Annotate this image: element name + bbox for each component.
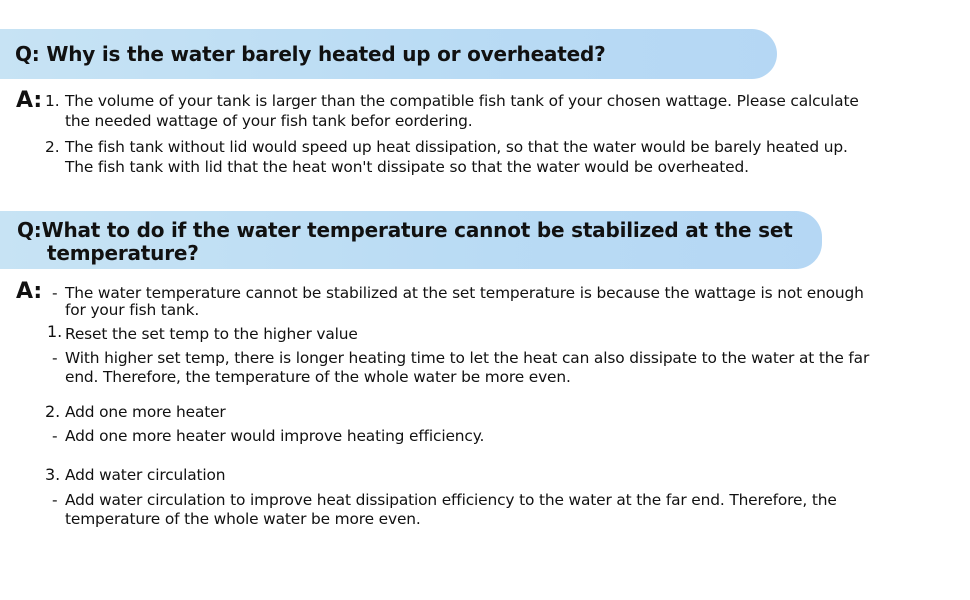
solution-1-title: Reset the set temp to the higher value: [65, 325, 358, 343]
answer-1-item-1-line-2: the needed wattage of your fish tank befor eordering.: [65, 112, 473, 130]
solution-1-detail-marker: -: [52, 349, 58, 367]
solution-3-detail-line-2: temperature of the whole water be more even.: [65, 510, 421, 528]
question-1-text: Why is the water barely heated up or overheated?: [46, 42, 606, 66]
answer-1-label: A:: [16, 88, 43, 113]
solution-2-detail-marker: -: [52, 427, 58, 445]
answer-2-intro-line-1: The water temperature cannot be stabilized at the set temperature is because the wattage is not enough: [65, 284, 864, 302]
question-2-text-line-2: temperature?: [47, 241, 199, 265]
answer-2-intro-line-2: for your fish tank.: [65, 301, 200, 319]
answer-1-item-2-line-1: The fish tank without lid would speed up heat dissipation, so that the water would be barely heated up.: [65, 138, 848, 156]
answer-1-item-2-line-2: The fish tank with lid that the heat won't dissipate so that the water would be overheated.: [65, 158, 749, 176]
question-2-text-line-1: What to do if the water temperature cannot be stabilized at the set: [41, 218, 793, 242]
solution-1-detail-line-2: end. Therefore, the temperature of the whole water be more even.: [65, 368, 571, 386]
solution-2-detail-line-1: Add one more heater would improve heating efficiency.: [65, 427, 485, 445]
solution-1-marker: 1.: [47, 322, 63, 341]
solution-2-title: Add one more heater: [65, 403, 226, 421]
solution-3-title: Add water circulation: [65, 466, 226, 484]
question-2-prefix: Q:: [17, 218, 42, 242]
question-2-heading-line-1: [17, 218, 793, 242]
solution-2-marker: 2.: [45, 402, 61, 421]
answer-2-intro-marker: -: [52, 284, 58, 302]
solution-1-detail-line-1: With higher set temp, there is longer heating time to let the heat can also dissipate to the water at the far: [65, 349, 870, 367]
solution-3-marker: 3.: [45, 465, 61, 484]
answer-1-item-2-marker: 2.: [45, 138, 60, 156]
answer-2-label: A:: [16, 279, 43, 304]
solution-3-detail-line-1: Add water circulation to improve heat dissipation efficiency to the water at the far end. Therefore, the: [65, 491, 837, 509]
question-1-prefix: Q:: [15, 42, 40, 66]
question-1-heading: [15, 42, 605, 66]
answer-1-item-1-marker: 1.: [45, 92, 60, 110]
solution-3-detail-marker: -: [52, 491, 58, 509]
answer-1-item-1-line-1: The volume of your tank is larger than the compatible fish tank of your chosen wattage. Please calculate: [65, 92, 859, 110]
